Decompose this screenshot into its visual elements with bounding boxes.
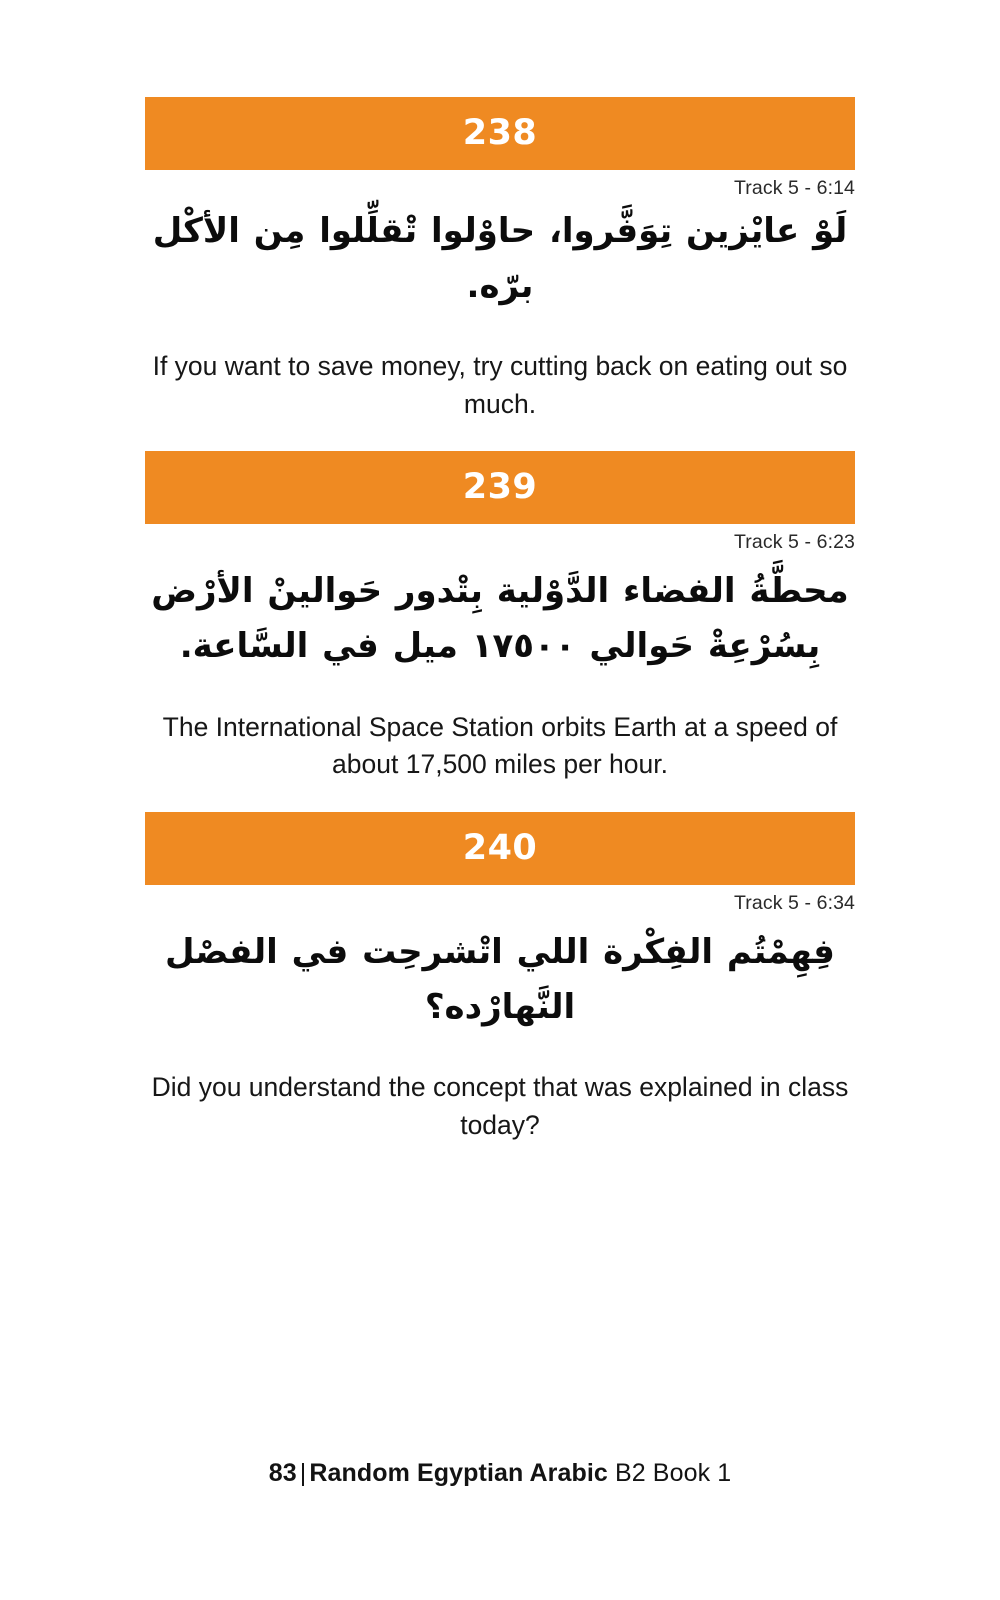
english-translation: Did you understand the concept that was explained in class today? [151,1071,849,1140]
entry-number: 238 [462,113,538,153]
arabic-sentence: فِهِمْتُم الفِكْرة اللي اتْشرحِت في الفصْل النَّهارْده؟ [165,931,835,1027]
footer-separator: | [299,1459,307,1487]
arabic-sentence: لَوْ عايْزين تِوَفَّروا، حاوْلوا تْقلِّلوا مِن الأكْل برّه. [152,211,848,307]
footer-book-title: Random Egyptian Arabic [309,1459,608,1487]
entry-number: 239 [462,467,538,508]
entry-number-banner [145,451,855,524]
english-translation: The International Space Station orbits Earth at a speed of about 17,500 miles per hour. [162,711,838,780]
track-reference: Track 5 - 6:14 [734,177,855,199]
footer-page-number: 83 [268,1459,297,1487]
page-footer [0,1459,1000,1488]
entry-number-banner [145,97,855,170]
track-reference: Track 5 - 6:34 [734,891,855,914]
entry-item [145,97,855,423]
english-translation: If you want to save money, try cutting back on eating out so much. [152,351,848,419]
entry-number-banner [145,812,855,885]
entry-number: 240 [462,827,538,868]
arabic-sentence: محطَّةُ الفضاء الدَّوْلية بِتْدور حَوالينْ الأرْض بِسُرْعِةْ حَوالي ١٧٥٠٠ ميل في السَّاعة. [151,571,849,667]
track-reference: Track 5 - 6:23 [734,531,855,554]
entry-item [145,812,855,1144]
entry-item [145,451,855,783]
footer-book-level: B2 Book 1 [614,1459,732,1487]
